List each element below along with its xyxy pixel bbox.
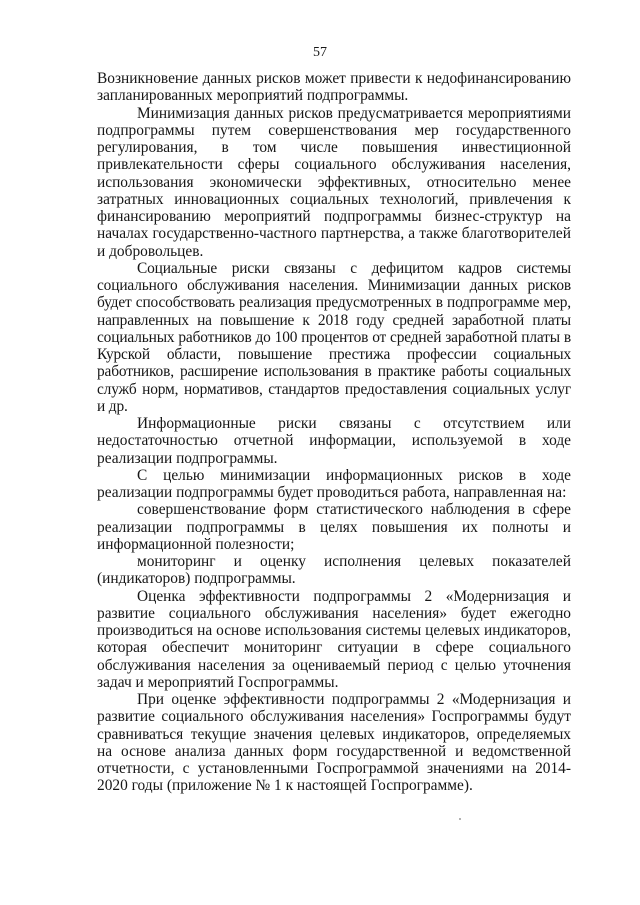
- paragraph-information-risk-measures: С целью минимизации информационных рисков в ходе реализации подпрограммы будет проводиться работа, направленная на:: [97, 466, 571, 501]
- body-text: [97, 70, 571, 795]
- paragraph-risk-minimization: Минимизация данных рисков предусматривается мероприятиями подпрограммы путем совершенствования мер государственного регулирования, в том числе повышения инвестиционной привлекательности сферы социального обслуживания населения, использования экономически эффективных, относительно менее затратных инновационных социальных технологий, привлечения к финансированию мероприятий подпрограммы бизнес-структур на началах государственно-частного партнерства, а также благотворителей и добровольцев.: [97, 104, 571, 260]
- paragraph-funding-risk: Возникновение данных рисков может привести к недофинансированию запланированных мероприятий подпрограммы.: [97, 70, 571, 105]
- page-number: 57: [313, 45, 327, 60]
- paragraph-social-risks: Социальные риски связаны с дефицитом кадров системы социального обслуживания населения. Минимизации данных рисков будет способствовать реализация предусмотренных в подпрограмме мер, направленных на повышение к 2018 году средней заработной платы социальных работников до 100 процентов от средней заработной платы в Курской области, повышение престижа профессии социальных работников, расширение использования в практике работы социальных служб норм, нормативов, стандартов предоставления социальных услуг и др.: [97, 259, 571, 415]
- scan-speck: [459, 818, 461, 820]
- list-item-monitoring: мониторинг и оценку исполнения целевых показателей (индикаторов) подпрограммы.: [97, 553, 571, 588]
- paragraph-information-risks: Информационные риски связаны с отсутствием или недостаточностью отчетной информации, используемой в ходе реализации подпрограммы.: [97, 415, 571, 467]
- paragraph-indicator-comparison: При оценке эффективности подпрограммы 2 «Модернизация и развитие социального обслуживания населения» Госпрограммы будут сравниваться текущие значения целевых индикаторов, определяемых на основе анализа данных форм государственной и ведомственной отчетности, с установленными Госпрограммой значениями на 2014-2020 годы (приложение № 1 к настоящей Госпрограмме).: [97, 691, 571, 795]
- paragraph-efficiency-assessment: Оценка эффективности подпрограммы 2 «Модернизация и развитие социального обслуживания населения» будет ежегодно производиться на основе использования системы целевых индикаторов, которая обеспечит мониторинг ситуации в сфере социального обслуживания населения за оцениваемый период с целью уточнения задач и мероприятий Госпрограммы.: [97, 587, 571, 691]
- list-item-statistical-forms: совершенствование форм статистического наблюдения в сфере реализации подпрограммы в целях повышения их полноты и информационной полезности;: [97, 501, 571, 553]
